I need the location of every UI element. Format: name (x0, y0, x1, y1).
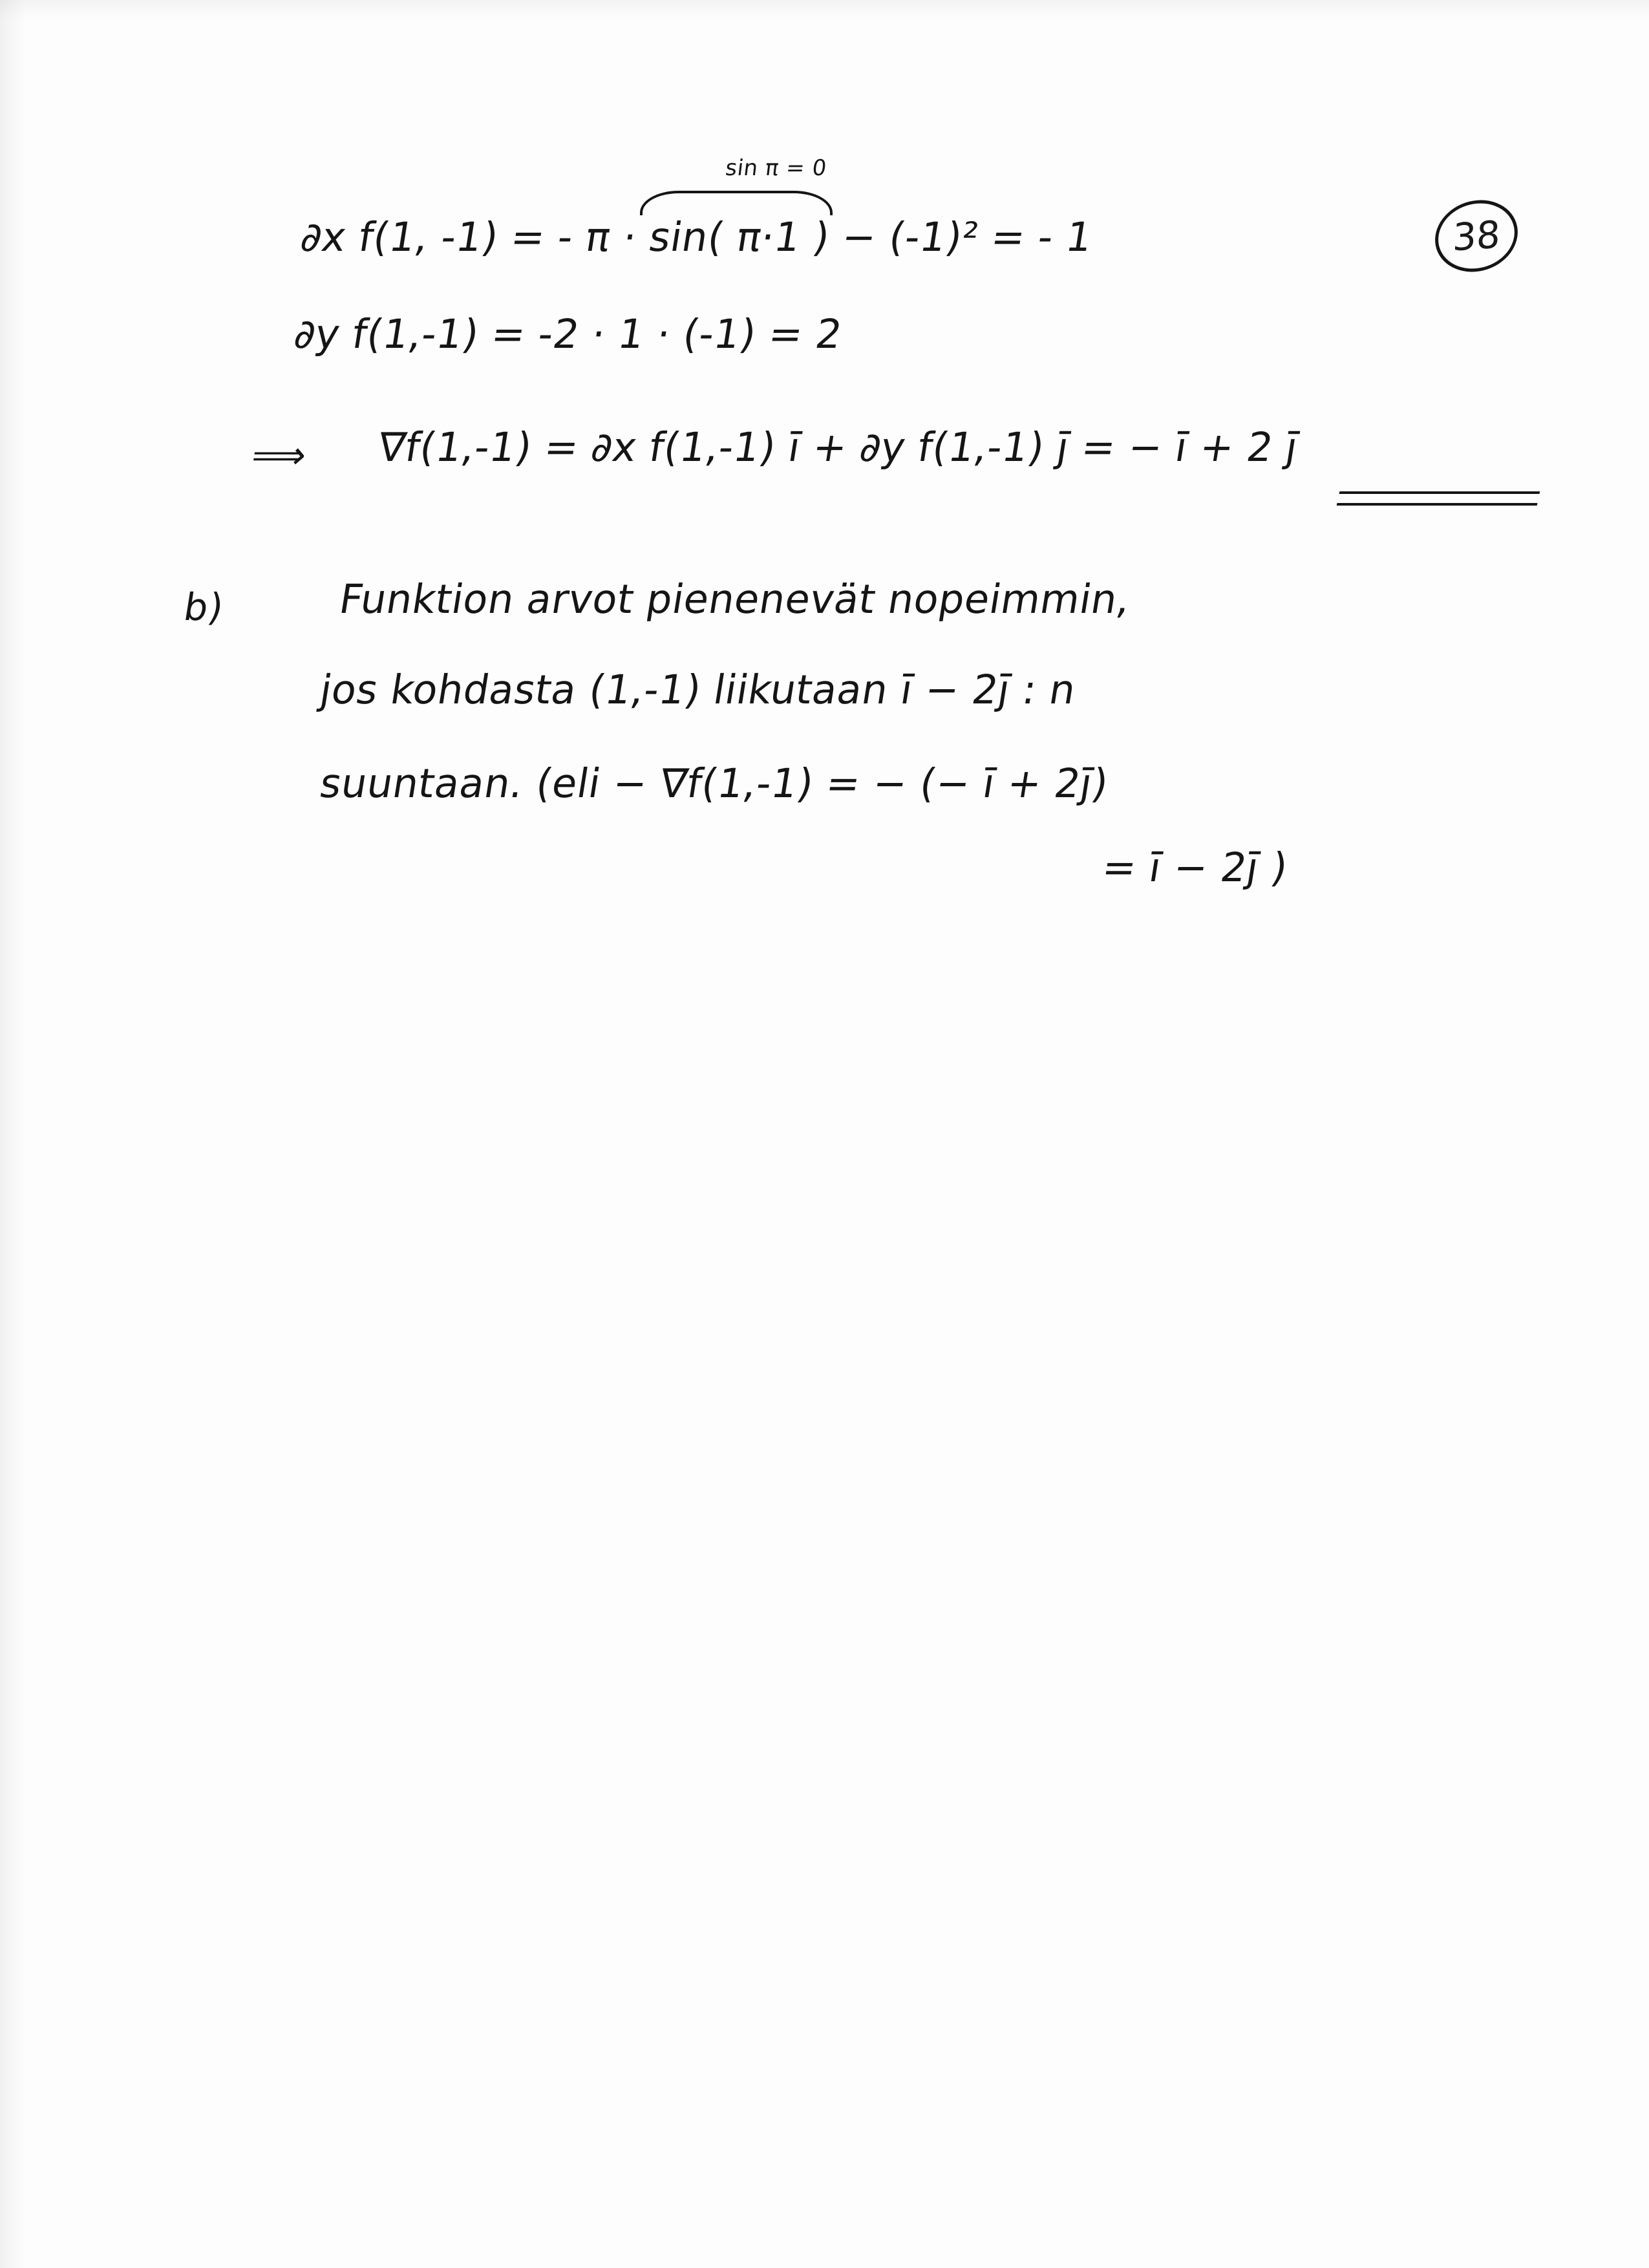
exercise-number-badge: 38 (1434, 197, 1519, 274)
part-b-line-1: Funktion arvot pienenevät nopeimmin, (336, 575, 1134, 623)
annotation-sin-pi-zero: sin π = 0 (724, 155, 829, 181)
part-b-label: b) (180, 585, 227, 629)
part-b-line-2: jos kohdasta (1,-1) liikutaan ī − 2j̄ : n (317, 666, 1080, 713)
result-double-underline (1337, 491, 1540, 506)
page-edge-shading-top (0, 0, 1649, 19)
page-edge-shading-left (0, 0, 26, 2268)
part-b-line-4: = ī − 2j̄ ) (1099, 844, 1292, 891)
part-b-line-3: suuntaan. (eli − ∇f(1,-1) = − (− ī + 2j̄) (317, 760, 1112, 807)
overbrace-decoration (640, 191, 833, 215)
equation-gradient: ∇f(1,-1) = ∂x f(1,-1) ī + ∂y f(1,-1) j̄ = − ī + 2 j̄ (375, 423, 1302, 471)
equation-partial-y: ∂y f(1,-1) = -2 · 1 · (-1) = 2 (291, 310, 846, 358)
implies-arrow: ⟹ (248, 433, 310, 477)
equation-partial-x: ∂x f(1, -1) = - π · sin( π·1 ) − (-1)² = - 1 (297, 213, 1096, 261)
